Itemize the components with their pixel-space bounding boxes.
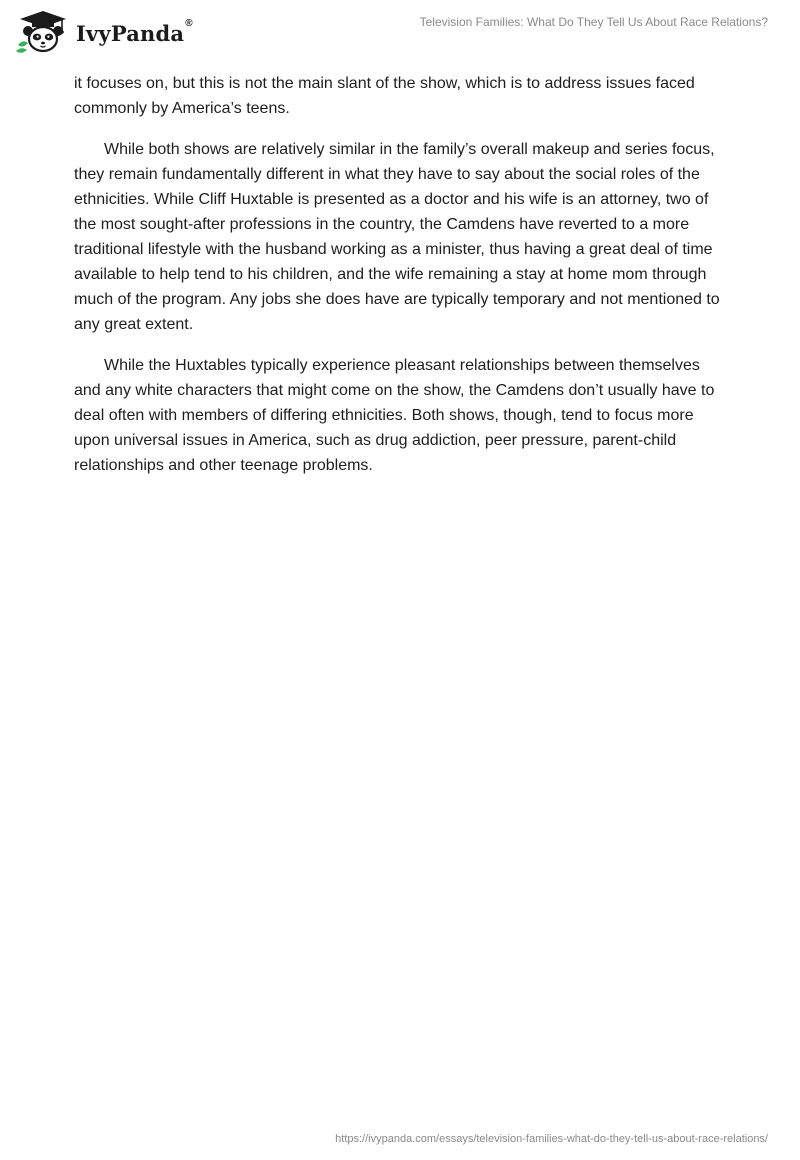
paragraph: While both shows are relatively similar in the family’s overall makeup and series focus, they remain fundamentally different in what they have to say about the social roles of the ethnicities. While Cliff Huxtable is presented as a doctor and his wife is an attorney, two of the most sought-after professions in the country, the Camdens have reverted to a more traditional lifestyle with the husband working as a minister, thus having a great deal of time available to help tend to his children, and the wife remaining a stay at home mom through much of the program. Any jobs she does have are typically temporary and not mentioned to any great extent. — [74, 141, 720, 333]
page-header — [0, 0, 800, 62]
paragraph: it focuses on, but this is not the main slant of the show, which is to address issues faced commonly by America’s teens. — [74, 75, 695, 117]
source-url-link[interactable]: https://ivypanda.com/essays/television-families-what-do-they-tell-us-about-race-relations/ — [335, 1133, 768, 1145]
paragraph: While the Huxtables typically experience pleasant relationships between themselves and any white characters that might come on the show, the Camdens don’t usually have to deal often with members of differing ethnicities. Both shows, though, tend to focus more upon universal issues in America, such as drug addiction, peer pressure, parent-child relationships and other teenage problems. — [74, 357, 715, 474]
running-title: Television Families: What Do They Tell Us About Race Relations? — [419, 15, 768, 29]
panda-graduate-icon — [14, 9, 72, 55]
ivypanda-logo[interactable] — [14, 8, 193, 56]
registered-mark: ® — [185, 17, 193, 29]
essay-body — [74, 71, 730, 494]
brand-name: IvyPanda® — [76, 17, 193, 46]
